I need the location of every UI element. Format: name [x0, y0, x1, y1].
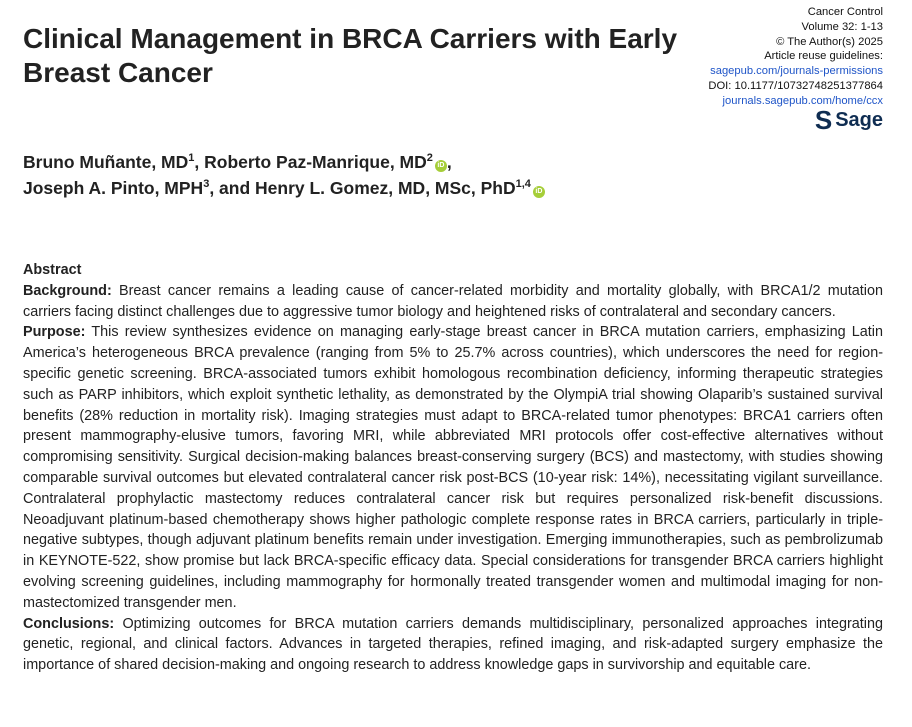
journal-name: Cancer Control: [807, 6, 883, 18]
publisher-name: Sage: [835, 108, 883, 131]
conclusions-text: Optimizing outcomes for BRCA mutation carriers demands multidisciplinary, personalized approaches integrating genetic, regional, and clinical factors. Advances in targeted therapies, refined imaging, and risk-adapted surgery emphasize the importance of shared decision-making and ongoing research to address knowledge gaps in survivorship and equitable care.: [23, 615, 883, 674]
abstract-purpose: [23, 322, 883, 613]
copyright-notice: © The Author(s) 2025: [776, 35, 883, 48]
conclusions-label: Conclusions:: [23, 615, 115, 632]
abstract-heading: Abstract: [23, 262, 82, 278]
background-label: Background:: [23, 282, 112, 299]
affiliation-marker: 1,4: [515, 178, 531, 190]
author-pinto: Joseph A. Pinto, MPH: [23, 178, 204, 198]
author-separator: ,: [446, 152, 452, 172]
purpose-text: This review synthesizes evidence on managing early-stage breast cancer in BRCA mutation carriers, emphasizing Latin America’s heterogeneous BRCA prevalence (ranging from 5% to 25.7% across countries), which underscores the need for region-specific genetic screening. BRCA-associated tumors exhibit homologous recombination deficiency, informing therapeutic strategies such as PARP inhibitors, which exploit synthetic lethality, as demonstrated by the OlympiA trial showing Olaparib’s sustained survival benefits (28% reduction in mortality risk). Imaging strategies must adapt to BRCA-related tumor phenotypes: BRCA1 carriers often present mammography-elusive tumors, favoring MRI, while abbreviated MRI protocols offer cost-effective alternatives without compromising sensitivity. Surgical decision-making balances breast-conserving surgery (BCS) and mastectomy, with studies showing comparable survival outcomes but elevated contralateral cancer risk post-BCS (10-year risk: 14%), necessitating vigilant surveillance. Contralateral prophylactic mastectomy reduces contralateral cancer risk but requires personalized risk-benefit discussions. Neoadjuvant platinum-based chemotherapy shows higher pathologic complete response rates in BRCA carriers, particularly in triple-negative subtypes, though adjuvant platinum benefits remain under investigation. Emerging immunotherapies, such as pembrolizumab in KEYNOTE-522, show promise but lack BRCA-specific efficacy data. Special considerations for transgender BRCA carriers highlight evolving screening guidelines, including mammography for hormonally treated transgender women and multimodal imaging for non-mastectomized transgender men.: [23, 324, 883, 611]
journal-home-link[interactable]: journals.sagepub.com/home/ccx: [722, 94, 883, 107]
publisher-logo: [814, 105, 883, 135]
article-title: Clinical Management in BRCA Carriers with Early Breast Cancer: [23, 23, 678, 88]
sage-s-icon: S: [814, 105, 833, 135]
affiliation-marker: 3: [203, 178, 210, 190]
orcid-icon[interactable]: iD: [435, 160, 447, 172]
affiliation-marker: 2: [426, 152, 433, 164]
orcid-icon[interactable]: iD: [533, 186, 545, 198]
author-list: [23, 149, 723, 201]
permissions-link[interactable]: sagepub.com/journals-permissions: [710, 65, 883, 78]
author-munante: Bruno Muñante, MD: [23, 152, 189, 172]
abstract-section: [23, 260, 883, 676]
journal-metadata: [603, 5, 883, 109]
affiliation-marker: 1: [188, 152, 195, 164]
reuse-guidelines-label: Article reuse guidelines:: [764, 50, 883, 63]
doi: DOI: 10.1177/10732748251377864: [708, 79, 883, 92]
author-gomez: , and Henry L. Gomez, MD, MSc, PhD: [209, 178, 516, 198]
abstract-background: [23, 281, 883, 323]
purpose-label: Purpose:: [23, 324, 86, 341]
journal-volume: Volume 32: 1-13: [801, 20, 883, 33]
background-text: Breast cancer remains a leading cause of cancer-related morbidity and mortality globally, with BRCA1/2 mutation carriers facing distinct challenges due to aggressive tumor biology and heightened risks of contralateral and secondary cancers.: [23, 282, 883, 320]
author-paz-manrique: , Roberto Paz-Manrique, MD: [194, 152, 427, 172]
abstract-conclusions: [23, 614, 883, 676]
